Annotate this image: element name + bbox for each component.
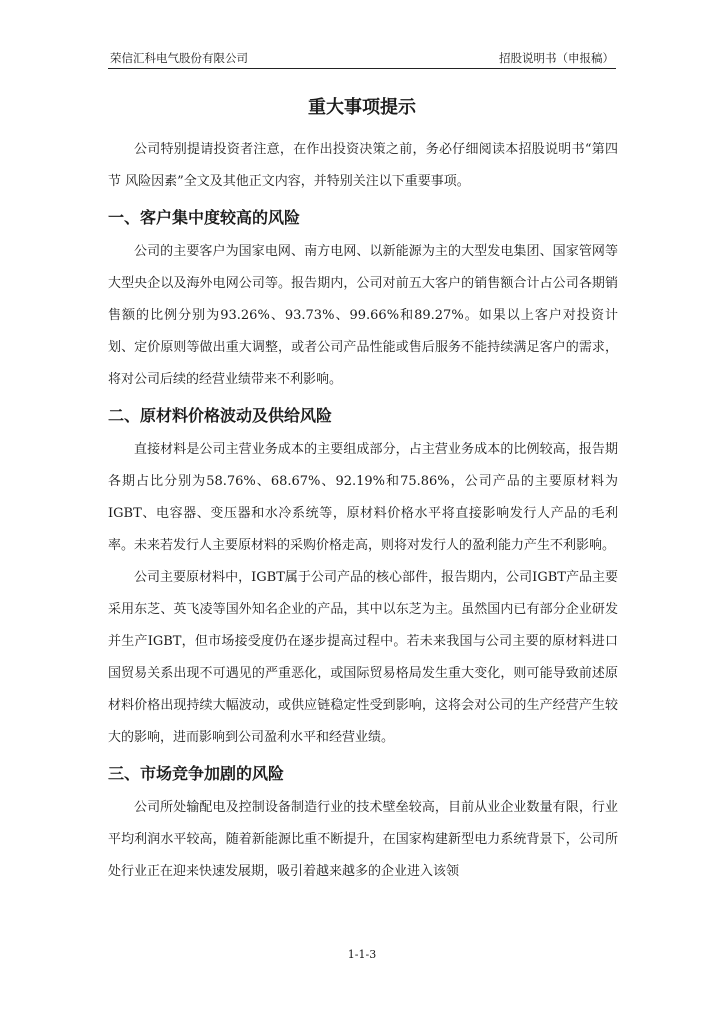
section-paragraph: 直接材料是公司主营业务成本的主要组成部分，占主营业务成本的比例较高，报告期各期占比分别为58.76%、68.67%、92.19%和75.86%，公司产品的主要原材料为IGBT、电容器、变压器和水冷系统等，原材料价格水平将直接影响发行人产品的毛利率。未来若发行人主要原材料的采购价格走高，则将对发行人的盈利能力产生不利影响。 [108,442,618,553]
section-heading-raw-material: 二、原材料价格波动及供给风险 [108,406,333,425]
intro-paragraph: 公司特别提请投资者注意，在作出投资决策之前，务必仔细阅读本招股说明书“第四节 风险因素”全文及其他正文内容，并特别关注以下重要事项。 [108,142,618,189]
section-paragraph: 公司的主要客户为国家电网、南方电网、以新能源为主的大型发电集团、国家管网等大型央企以及海外电网公司等。报告期内，公司对前五大客户的销售额合计占公司各期销售额的比例分别为93.26%、93.73%、99.66%和89.27%。如果以上客户对投资计划、定价原则等做出重大调整，或者公司产品性能或售后服务不能持续满足客户的需求，将对公司后续的经营业绩带来不利影响。 [108,244,618,387]
page-header [108,50,616,69]
header-document-type: 招股说明书（申报稿） [499,51,614,65]
section-paragraph: 公司主要原材料中，IGBT属于公司产品的核心部件，报告期内，公司IGBT产品主要采用东芝、英飞凌等国外知名企业的产品，其中以东芝为主。虽然国内已有部分企业研发并生产IGBT，但市场接受度仍在逐步提高过程中。若未来我国与公司主要的原材料进口国贸易关系出现不可遇见的严重恶化，或国际贸易格局发生重大变化，则可能导致前述原材料价格出现持续大幅波动，或供应链稳定性受到影响，这将会对公司的生产经营产生较大的影响，进而影响到公司盈利水平和经营业绩。 [108,570,618,745]
page-number: 1-1-3 [347,948,377,961]
section-heading-market-competition: 三、市场竞争加剧的风险 [108,764,285,783]
section-heading-customer-concentration: 一、客户集中度较高的风险 [108,208,301,227]
document-body [108,134,618,888]
page-title: 重大事项提示 [308,97,416,118]
section-paragraph: 公司所处输配电及控制设备制造行业的技术壁垒较高，目前从业企业数量有限，行业平均利润水平较高，随着新能源比重不断提升，在国家构建新型电力系统背景下，公司所处行业正在迎来快速发展期，吸引着越来越多的企业进入该领 [108,800,618,879]
header-company-name: 荣信汇科电气股份有限公司 [110,51,248,65]
